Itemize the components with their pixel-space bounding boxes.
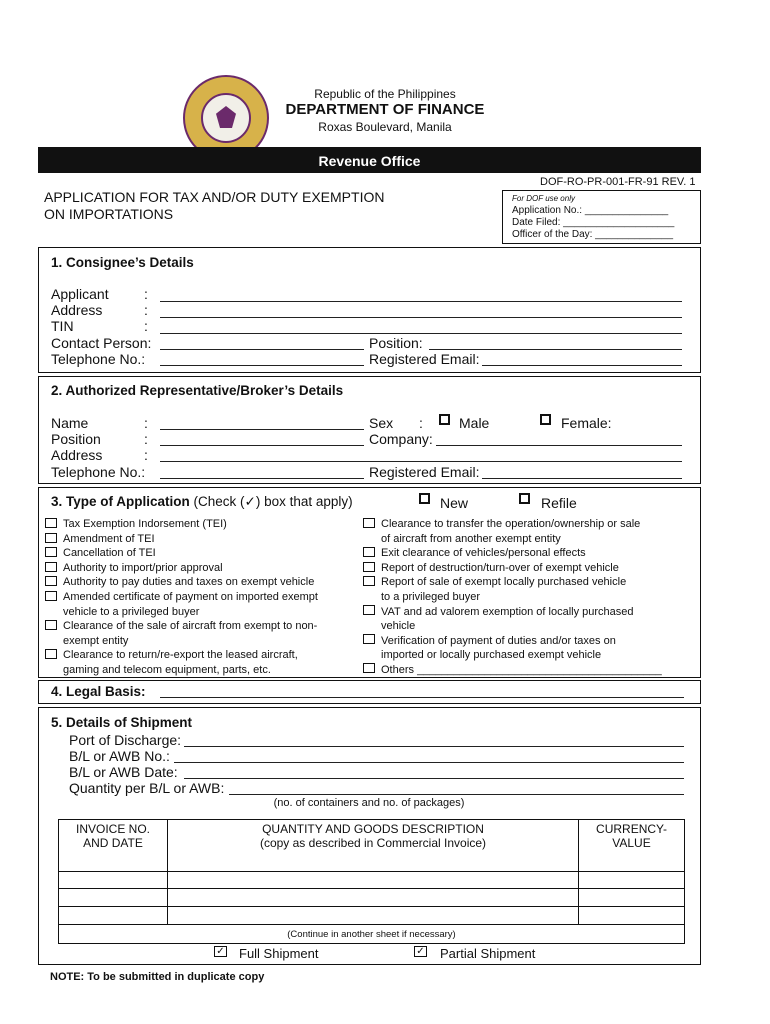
rep-position-input[interactable] bbox=[160, 445, 364, 446]
tin-input[interactable] bbox=[160, 333, 682, 334]
position-label: Position: bbox=[369, 335, 423, 351]
telephone-label: Telephone No.: bbox=[51, 351, 146, 367]
table-cell[interactable] bbox=[579, 889, 685, 907]
option-label: Clearance of the sale of aircraft from exempt to non- bbox=[63, 620, 318, 633]
officer-of-day-field[interactable]: Officer of the Day: ______________ bbox=[512, 229, 674, 240]
option-label: VAT and ad valorem exemption of locally purchased bbox=[381, 605, 634, 618]
option-label: Authority to import/prior approval bbox=[63, 561, 223, 574]
partial-shipment-checkbox[interactable]: ✓ bbox=[414, 946, 427, 957]
option-label: to a privileged buyer bbox=[381, 590, 481, 603]
form-title-line2: ON IMPORTATIONS bbox=[44, 206, 174, 222]
tin-label: TIN bbox=[51, 318, 74, 334]
table-cell[interactable] bbox=[59, 907, 168, 925]
continue-note: (Continue in another sheet if necessary) bbox=[59, 925, 685, 944]
colon: : bbox=[144, 431, 148, 447]
application-no-field[interactable]: Application No.: _______________ bbox=[512, 205, 669, 216]
bl-no-label: B/L or AWB No.: bbox=[69, 748, 170, 764]
department-address: Roxas Boulevard, Manila bbox=[318, 120, 452, 134]
male-label: Male bbox=[459, 415, 490, 431]
qty-label: Quantity per B/L or AWB: bbox=[69, 780, 225, 796]
qty-input[interactable] bbox=[229, 794, 684, 795]
right-options-list bbox=[381, 517, 662, 678]
qty-note: (no. of containers and no. of packages) bbox=[273, 797, 465, 809]
currency-header-line2: VALUE bbox=[612, 836, 651, 850]
section-consignee bbox=[38, 247, 701, 373]
clearance-sale-aircraft-checkbox[interactable] bbox=[45, 620, 57, 630]
colon: : bbox=[144, 302, 148, 318]
female-label: Female: bbox=[561, 415, 612, 431]
refile-checkbox[interactable] bbox=[519, 493, 530, 504]
colon: : bbox=[144, 286, 148, 302]
option-label: vehicle bbox=[381, 620, 416, 633]
dof-use-box bbox=[502, 190, 701, 244]
amendment-tei-checkbox[interactable] bbox=[45, 533, 57, 543]
option-label: vehicle to a privileged buyer bbox=[63, 605, 200, 618]
table-row bbox=[59, 889, 685, 907]
option-label: Report of destruction/turn-over of exempt vehicle bbox=[381, 561, 619, 574]
clearance-reexport-checkbox[interactable] bbox=[45, 649, 57, 659]
republic-label: Republic of the Philippines bbox=[314, 87, 456, 101]
option-label: Report of sale of exempt locally purchased vehicle bbox=[381, 576, 627, 589]
form-code: DOF-RO-PR-001-FR-91 REV. 1 bbox=[540, 176, 696, 188]
cancellation-tei-checkbox[interactable] bbox=[45, 547, 57, 557]
table-cell[interactable] bbox=[579, 872, 685, 889]
rep-address-input[interactable] bbox=[160, 461, 682, 462]
sex-label: Sex bbox=[369, 415, 394, 431]
section3-instruction: (Check (✓) box that apply) bbox=[189, 494, 353, 509]
table-cell[interactable] bbox=[579, 907, 685, 925]
email-input[interactable] bbox=[482, 365, 682, 366]
table-cell[interactable] bbox=[59, 889, 168, 907]
department-title: DEPARTMENT OF FINANCE bbox=[285, 101, 485, 118]
option-label: Tax Exemption Indorsement (TEI) bbox=[63, 518, 227, 530]
verification-payment-checkbox[interactable] bbox=[363, 634, 375, 644]
option-label: imported or locally purchased exempt vehicle bbox=[381, 649, 602, 662]
option-label: Exit clearance of vehicles/personal effects bbox=[381, 547, 586, 560]
colon: : bbox=[144, 318, 148, 334]
revenue-office-band: Revenue Office bbox=[38, 147, 701, 173]
tei-checkbox[interactable] bbox=[45, 518, 57, 528]
telephone-input[interactable] bbox=[160, 365, 364, 366]
option-label: Clearance to transfer the operation/ownership or sale bbox=[381, 518, 641, 530]
option-label: Amendment of TEI bbox=[63, 532, 155, 545]
rep-email-input[interactable] bbox=[482, 478, 682, 479]
goods-header-line2: (copy as described in Commercial Invoice) bbox=[259, 836, 487, 850]
section-representative bbox=[38, 376, 701, 484]
option-label: Verification of payment of duties and/or taxes on bbox=[381, 634, 616, 647]
exit-clearance-checkbox[interactable] bbox=[363, 547, 375, 557]
clearance-transfer-aircraft-checkbox[interactable] bbox=[363, 518, 375, 528]
company-input[interactable] bbox=[436, 445, 682, 446]
section-application-type bbox=[38, 487, 701, 678]
section4-title: 4. Legal Basis: bbox=[51, 684, 146, 699]
option-label: exempt entity bbox=[63, 634, 129, 647]
female-checkbox[interactable] bbox=[540, 414, 551, 425]
rep-position-label: Position bbox=[51, 431, 101, 447]
partial-shipment-label: Partial Shipment bbox=[440, 946, 536, 961]
currency-header bbox=[579, 820, 685, 872]
invoice-header-line1: INVOICE NO. bbox=[75, 822, 150, 836]
table-row bbox=[59, 907, 685, 925]
vat-exemption-checkbox[interactable] bbox=[363, 605, 375, 615]
option-label: of aircraft from another exempt entity bbox=[381, 532, 561, 545]
table-cell[interactable] bbox=[168, 889, 579, 907]
table-cell[interactable] bbox=[168, 907, 579, 925]
authority-pay-duties-checkbox[interactable] bbox=[45, 576, 57, 586]
section5-title: 5. Details of Shipment bbox=[51, 715, 193, 730]
address-label: Address bbox=[51, 302, 103, 318]
currency-header-line1: CURRENCY- bbox=[596, 822, 667, 836]
option-label: Others ________________________________________ bbox=[381, 663, 662, 676]
option-label: Authority to pay duties and taxes on exempt vehicle bbox=[63, 576, 315, 589]
section-shipment bbox=[38, 707, 701, 965]
colon: : bbox=[144, 415, 148, 431]
rep-telephone-label: Telephone No.: bbox=[51, 464, 146, 480]
contact-person-input[interactable] bbox=[160, 349, 364, 350]
port-input[interactable] bbox=[184, 746, 684, 747]
company-label: Company: bbox=[369, 431, 433, 447]
amended-certificate-checkbox[interactable] bbox=[45, 591, 57, 601]
refile-label: Refile bbox=[541, 495, 577, 511]
full-shipment-label: Full Shipment bbox=[239, 946, 319, 961]
report-sale-checkbox[interactable] bbox=[363, 576, 375, 586]
port-label: Port of Discharge: bbox=[69, 732, 182, 748]
invoice-header-line2: AND DATE bbox=[83, 836, 143, 850]
goods-header bbox=[168, 820, 579, 872]
colon: : bbox=[419, 415, 423, 431]
left-options-list bbox=[63, 517, 318, 678]
address-input[interactable] bbox=[160, 317, 682, 318]
rep-name-input[interactable] bbox=[160, 429, 364, 430]
rep-name-label: Name bbox=[51, 415, 89, 431]
option-label: Cancellation of TEI bbox=[63, 547, 156, 560]
section3-heading bbox=[51, 494, 353, 510]
applicant-input[interactable] bbox=[160, 301, 682, 302]
table-cell[interactable] bbox=[59, 872, 168, 889]
position-input[interactable] bbox=[429, 349, 682, 350]
new-label: New bbox=[440, 495, 469, 511]
table-cell[interactable] bbox=[168, 872, 579, 889]
bl-date-input[interactable] bbox=[184, 778, 684, 779]
colon: : bbox=[144, 447, 148, 463]
report-destruction-checkbox[interactable] bbox=[363, 562, 375, 572]
option-label: Amended certificate of payment on imported exempt bbox=[63, 590, 318, 603]
email-label: Registered Email: bbox=[369, 351, 480, 367]
date-filed-field[interactable]: Date Filed: ____________________ bbox=[512, 217, 675, 228]
invoice-header bbox=[59, 820, 168, 872]
goods-header-line1: QUANTITY AND GOODS DESCRIPTION bbox=[262, 822, 484, 836]
section2-title: 2. Authorized Representative/Broker’s Details bbox=[51, 383, 344, 398]
authority-import-checkbox[interactable] bbox=[45, 562, 57, 572]
contact-person-label: Contact Person: bbox=[51, 335, 152, 351]
bl-date-label: B/L or AWB Date: bbox=[69, 764, 178, 780]
invoice-table bbox=[58, 819, 685, 944]
duplicate-note: NOTE: To be submitted in duplicate copy bbox=[50, 971, 265, 983]
table-row bbox=[59, 872, 685, 889]
rep-email-label: Registered Email: bbox=[369, 464, 480, 480]
new-checkbox[interactable] bbox=[419, 493, 430, 504]
full-shipment-checkbox[interactable]: ✓ bbox=[214, 946, 227, 957]
rep-address-label: Address bbox=[51, 447, 103, 463]
applicant-label: Applicant bbox=[51, 286, 109, 302]
section3-title: 3. Type of Application bbox=[51, 494, 190, 509]
form-title-line1: APPLICATION FOR TAX AND/OR DUTY EXEMPTION bbox=[44, 189, 385, 205]
rep-telephone-input[interactable] bbox=[160, 478, 364, 479]
section1-title: 1. Consignee’s Details bbox=[51, 255, 194, 270]
male-checkbox[interactable] bbox=[439, 414, 450, 425]
section-legal-basis bbox=[38, 680, 701, 704]
option-label: gaming and telecom equipment, parts, etc. bbox=[63, 663, 271, 676]
option-label: Clearance to return/re-export the leased aircraft, bbox=[63, 649, 298, 662]
bl-no-input[interactable] bbox=[174, 762, 684, 763]
others-checkbox[interactable] bbox=[363, 663, 375, 673]
legal-basis-input[interactable] bbox=[160, 697, 684, 698]
dof-use-caption: For DOF use only bbox=[512, 194, 575, 203]
table-row bbox=[59, 925, 685, 944]
